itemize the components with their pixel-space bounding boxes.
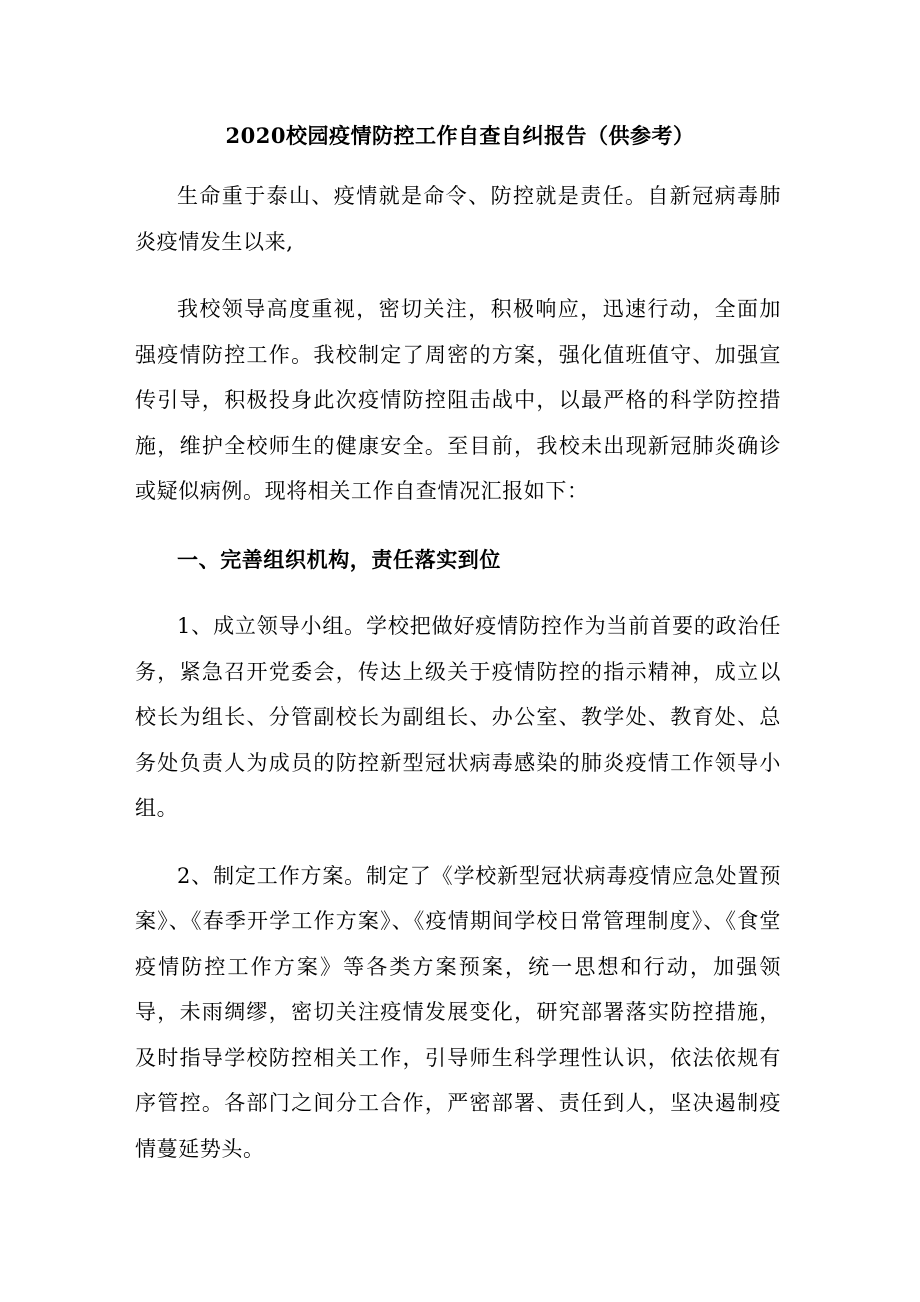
paragraph-intro: 生命重于泰山、疫情就是命令、防控就是责任。自新冠病毒肺炎疫情发生以来, — [135, 184, 781, 254]
section-heading-1: 一、完善组织机构，责任落实到位 — [177, 546, 501, 572]
paragraph-work-plan: 2、制定工作方案。制定了《学校新型冠状病毒疫情应急处置预案》、《春季开学工作方案》、《疫情期间学校日常管理制度》、《食堂疫情防控工作方案》等各类方案预案，统一思想和行动，加强领导，未雨绸缪，密切关注疫情发展变化，研究部署落实防控措施，及时指导学校防控相关工作，引导师生科学理性认识，依法依规有序管控。各部门之间分工合作，严密部署、责任到人，坚决遏制疫情蔓延势头。 — [135, 863, 781, 1161]
document-body — [135, 174, 781, 1194]
document-title: 2020校园疫情防控工作自查自纠报告（供参考） — [225, 123, 695, 148]
paragraph-overview: 我校领导高度重视，密切关注，积极响应，迅速行动，全面加强疫情防控工作。我校制定了周密的方案，强化值班值守、加强宣传引导，积极投身此次疫情防控阻击战中，以最严格的科学防控措施，维护全校师生的健康安全。至目前，我校未出现新冠肺炎确诊或疑似病例。现将相关工作自查情况汇报如下： — [135, 297, 781, 503]
paragraph-leadership-group: 1、成立领导小组。学校把做好疫情防控作为当前首要的政治任务，紧急召开党委会，传达上级关于疫情防控的指示精神，成立以校长为组长、分管副校长为副组长、办公室、教学处、教育处、总务处负责人为成员的防控新型冠状病毒感染的肺炎疫情工作领导小组。 — [135, 614, 781, 820]
